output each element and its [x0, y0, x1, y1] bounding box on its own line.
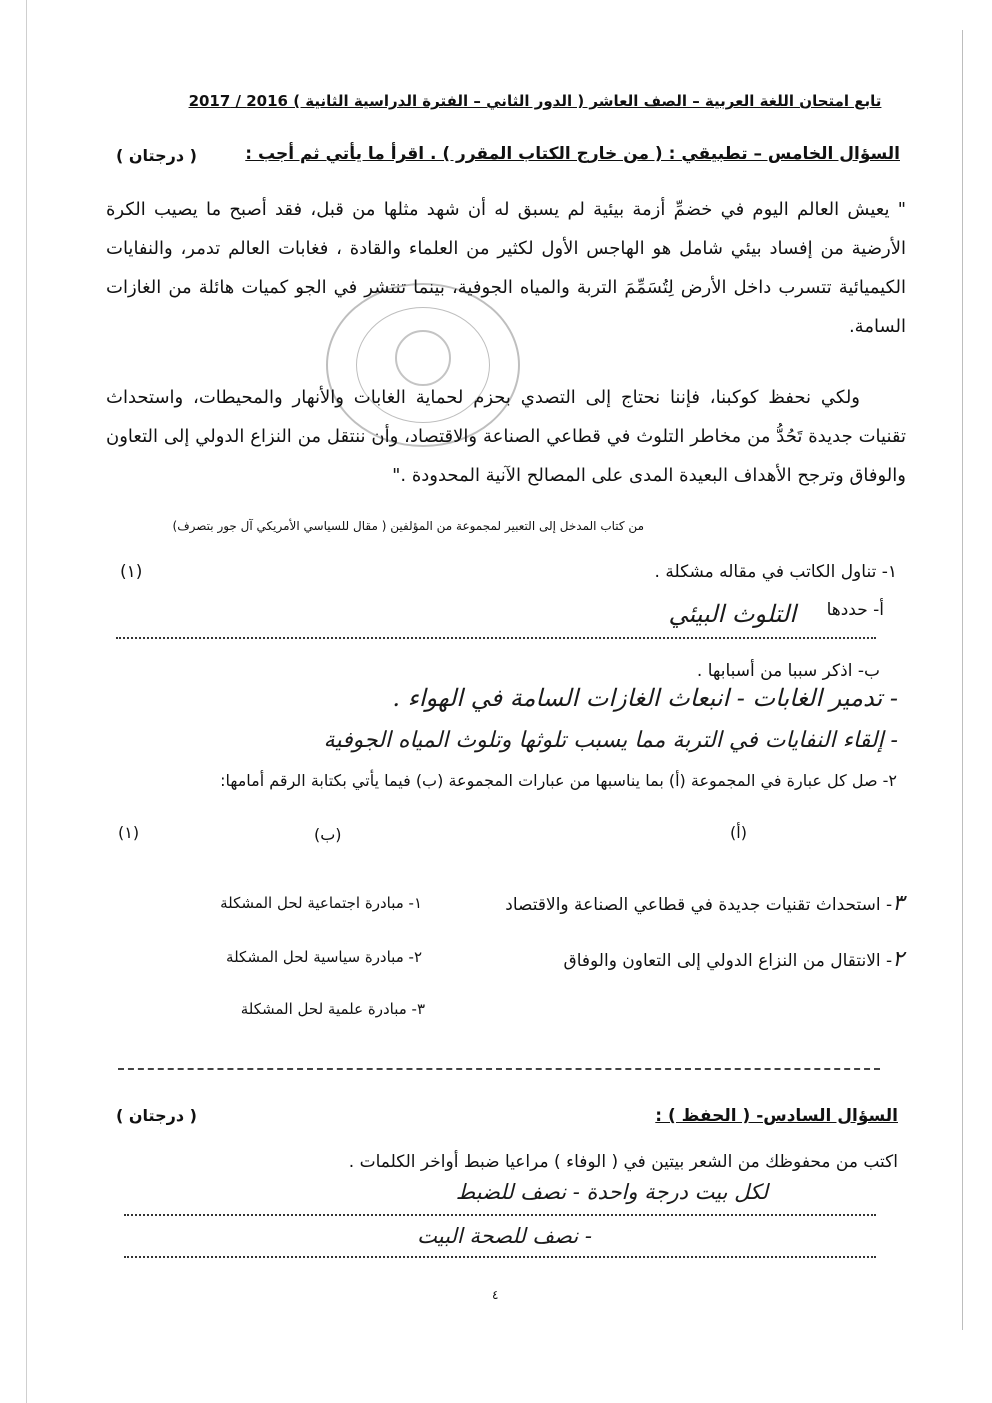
exam-header: تابع امتحان اللغة العربية – الصف العاشر ( الدور الثاني – الفترة الدراسية الثانية ) 2016 / 2017 — [188, 92, 882, 110]
q5-item1-marks: (١) — [120, 562, 143, 582]
answer-line — [116, 637, 876, 639]
answer-line — [124, 1256, 876, 1258]
q5-paragraph-2: ولكي نحفظ كوكبنا، فإننا نحتاج إلى التصدي بحزم لحماية الغابات والأنهار والمحيطات، واستحداث تقنيات جديدة تَحُدُّ من مخاطر التلوث في قطاعي الصناعة والاقتصاد، وأن ننتقل من النزاع الدولي إلى التعاون والوفاق وترجح الأهداف البعيدة المدى على المصالح الآنية المحدودة ." — [106, 387, 906, 486]
page-border-left — [26, 0, 27, 1403]
match-b-item-3: ٣- مبادرة علمية لحل المشكلة — [240, 1000, 425, 1018]
q5-item2-col-b: (ب) — [314, 825, 342, 844]
page-border-right — [962, 30, 963, 1330]
q6-title — [655, 1106, 898, 1126]
match-a-item-1 — [505, 891, 904, 916]
q5-item1-part-b-label: ب- اذكر سببا من أسبابها . — [696, 661, 880, 681]
q5-item2-col-a: (أ) — [730, 823, 747, 842]
q5-item1-stem: ١- تناول الكاتب في مقاله مشكلة . — [654, 562, 897, 582]
match-a-item-2-text: - الانتقال من النزاع الدولي إلى التعاون والوفاق — [563, 951, 893, 971]
q5-item1-part-a-answer: التلوث البيئي — [668, 600, 796, 628]
match-b-item-1: ١- مبادرة اجتماعية لحل المشكلة — [220, 894, 422, 912]
q6-title-text: السؤال السادس- ( الحفظ ) : — [655, 1106, 898, 1126]
q5-marks: ( درجتان ) — [116, 146, 197, 165]
match-b-item-2: ٢- مبادرة سياسية لحل المشكلة — [226, 948, 422, 966]
q6-answer-1: لكل بيت درجة واحدة - نصف للضبط — [455, 1180, 768, 1204]
page-number: ٤ — [492, 1288, 499, 1302]
match-a-item-1-text: - استحداث تقنيات جديدة في قطاعي الصناعة والاقتصاد — [505, 895, 893, 915]
answer-line — [124, 1214, 876, 1216]
q5-item1-part-a-label: أ- حددها — [826, 600, 884, 620]
q5-title-text: السؤال الخامس – تطبيقي : ( من خارج الكتاب المقرر ) . اقرأ ما يأتي ثم أجب : — [245, 144, 900, 164]
q5-item1-part-b-answer-2: - إلقاء النفايات في التربة مما يسبب تلوثها وتلوث المياه الجوفية — [323, 728, 898, 753]
q5-item1-part-b-answer-1: - تدمير الغابات - انبعاث الغازات السامة في الهواء . — [392, 684, 898, 712]
q5-paragraph-1: " يعيش العالم اليوم في خضمِّ أزمة بيئية لم يسبق له أن شهد مثلها من قبل، فقد أصبح ما يصيب الكرة الأرضية من إفساد بيئي شامل هو الهاجس الأول لكثير من العلماء والقادة ، فغابات العالم تدمر، والنفايات الكيميائية تتسرب داخل الأرض لِتُسَمِّمَ التربة والمياه الجوفية، بينما تنتشر في الجو كميات هائلة من الغازات السامة. — [106, 199, 906, 337]
q5-source: من كتاب المدخل إلى التعبير لمجموعة من المؤلفين ( مقال للسياسي الأمريكي آل جور بتصرف) — [172, 519, 644, 533]
section-separator — [118, 1068, 880, 1070]
match-a-item-1-answer: ٣ — [892, 891, 904, 916]
q5-item2-marks: (١) — [118, 823, 140, 842]
match-a-item-2 — [564, 947, 904, 972]
q6-instruction: اكتب من محفوظك من الشعر بيتين في ( الوفاء ) مراعيا ضبط أواخر الكلمات . — [348, 1152, 898, 1172]
q6-marks: ( درجتان ) — [116, 1106, 197, 1125]
q5-title — [245, 144, 900, 164]
match-a-item-2-answer: ٢ — [892, 947, 904, 972]
q5-item2-stem: ٢- صل كل عبارة في المجموعة (أ) بما يناسبها من عبارات المجموعة (ب) فيما يأتي بكتابة الرقم أمامها: — [220, 771, 897, 790]
q6-answer-2: - نصف للصحة البيت — [417, 1224, 592, 1248]
